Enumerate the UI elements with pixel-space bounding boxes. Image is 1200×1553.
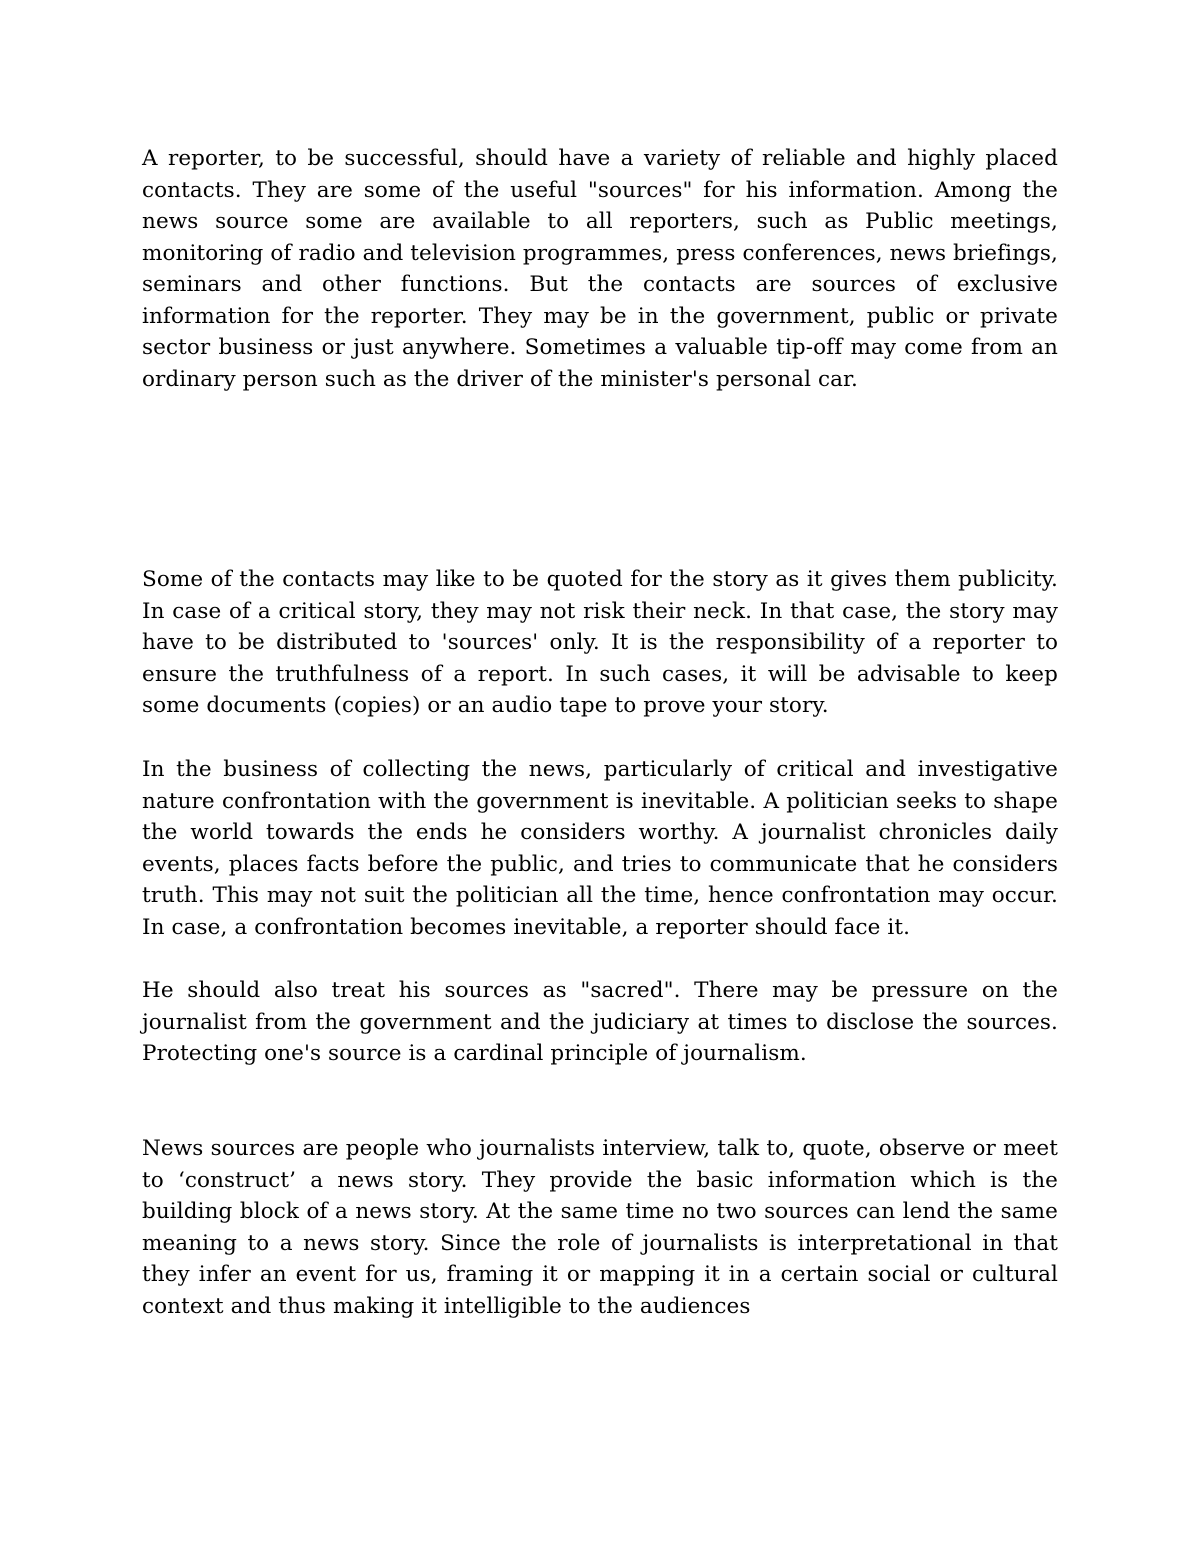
paragraph-news-sources-definition: News sources are people who journalists interview, talk to, quote, observe or meet to ‘construct’ a news story. They provide the basic information which is the building block of a news story. At the same time no two sources can lend the same meaning to a news story. Since the role of journalists is interpretational in that they infer an event for us, framing it or mapping it in a certain social or cultural context and thus making it intelligible to the audiences	[142, 1136, 1058, 1319]
paragraph-sacred-sources: He should also treat his sources as "sacred". There may be pressure on the journalist from the government and the judiciary at times to disclose the sources. Protecting one's source is a cardinal principle of journalism.	[142, 978, 1058, 1066]
paragraph-confrontation: In the business of collecting the news, particularly of critical and investigative nature confrontation with the government is inevitable. A politician seeks to shape the world towards the ends he considers worthy. A journalist chronicles daily events, places facts before the public, and tries to communicate that he considers truth. This may not suit the politician all the time, hence confrontation may occur. In case, a confrontation becomes inevitable, a reporter should face it.	[142, 757, 1058, 940]
paragraph-reporter-contacts: A reporter, to be successful, should have a variety of reliable and highly placed contacts. They are some of the useful "sources" for his information. Among the news source some are available to all reporters, such as Public meetings, monitoring of radio and television programmes, press conferences, news briefings, seminars and other functions. But the contacts are sources of exclusive information for the reporter. They may be in the government, public or private sector business or just anywhere. Sometimes a valuable tip-off may come from an ordinary person such as the driver of the minister's personal car.	[142, 146, 1058, 392]
paragraph-quoted-contacts: Some of the contacts may like to be quoted for the story as it gives them publicity. In case of a critical story, they may not risk their neck. In that case, the story may have to be distributed to 'sources' only. It is the responsibility of a reporter to ensure the truthfulness of a report. In such cases, it will be advisable to keep some documents (copies) or an audio tape to prove your story.	[142, 567, 1058, 718]
